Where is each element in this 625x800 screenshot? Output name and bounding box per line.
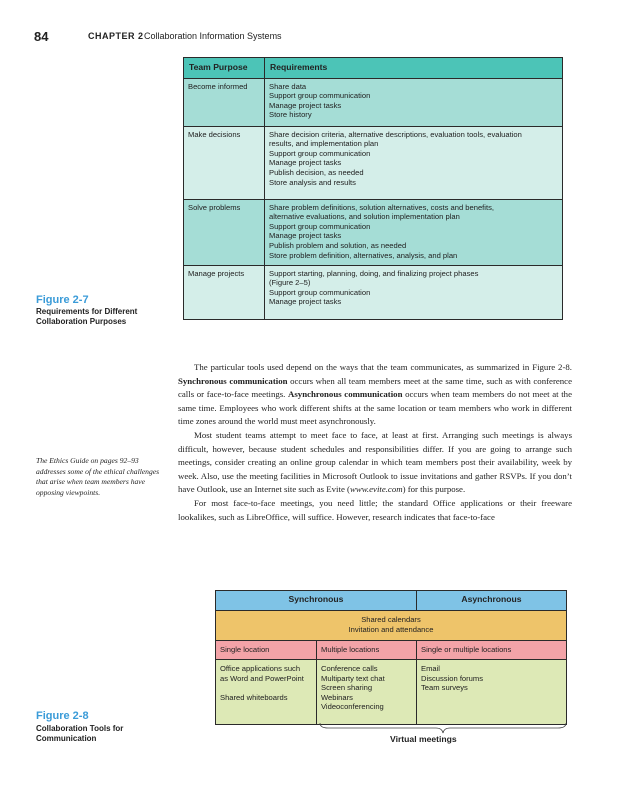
- text-run: occurs when all team members meet at the same time, such as with conference calls or face-to-face meetings.: [178, 375, 572, 400]
- shared-tools-band: [216, 611, 566, 641]
- figure-2-7-number: Figure 2-7: [36, 294, 89, 306]
- virtual-meetings-label: Virtual meetings: [390, 734, 457, 744]
- multiple-locations-label: Multiple locations: [317, 641, 417, 660]
- purpose-cell: Solve problems: [184, 199, 265, 265]
- tool-item: Shared whiteboards: [220, 692, 288, 702]
- tool-item: Team surveys: [421, 683, 468, 693]
- single-or-multiple-label: Single or multiple locations: [417, 641, 566, 660]
- figure-2-7-caption: Requirements for Different Collaboration Purposes: [36, 307, 138, 326]
- purpose-cell: Become informed: [184, 78, 265, 126]
- table-row: [184, 78, 563, 126]
- requirement-line: Share problem definitions, solution alternatives, costs and benefits,: [269, 202, 494, 212]
- requirement-line: Support group communication: [269, 91, 371, 101]
- multiple-locations-tools: [317, 660, 417, 724]
- column-header-requirements: Requirements: [265, 58, 563, 79]
- key-term: Asynchronous communication: [288, 389, 403, 400]
- column-header-team-purpose: Team Purpose: [184, 58, 265, 79]
- tool-item: Videoconferencing: [321, 702, 384, 712]
- tool-item: Email: [421, 664, 440, 673]
- tool-spacer: [220, 683, 312, 693]
- requirement-line: Support starting, planning, doing, and finalizing project phases: [269, 268, 479, 278]
- requirement-line: Publish decision, as needed: [269, 167, 364, 177]
- requirement-line: Share decision criteria, alternative descriptions, evaluation tools, evaluation: [269, 129, 522, 139]
- tool-item: Webinars: [321, 692, 353, 702]
- requirement-line: Manage project tasks: [269, 297, 342, 307]
- url-link[interactable]: www.evite.com: [349, 484, 403, 495]
- synchronous-header: Synchronous: [216, 591, 417, 611]
- tool-item: Screen sharing: [321, 683, 373, 693]
- tool-item: Discussion forums: [421, 673, 484, 683]
- requirement-line: Manage project tasks: [269, 100, 342, 110]
- figure-2-8-number: Figure 2-8: [36, 710, 89, 722]
- single-location-tools: [216, 660, 317, 724]
- text-run: The particular tools used depend on the ways that the team communicates, as summarized in Figure 2-8.: [194, 362, 572, 372]
- tool-item: as Word and PowerPoint: [220, 673, 304, 683]
- purpose-cell: Manage projects: [184, 265, 265, 319]
- paragraph: [178, 361, 572, 429]
- requirement-line: results, and implementation plan: [269, 139, 379, 149]
- requirement-line: Support group communication: [269, 221, 371, 231]
- body-text: [178, 361, 572, 524]
- tool-item: Conference calls: [321, 664, 378, 673]
- requirements-cell: [265, 199, 563, 265]
- table-row: [184, 199, 563, 265]
- paragraph: For most face-to-face meetings, you need little; the standard Office applications or their freeware lookalikes, such as LibreOffice, will suffice. However, research indicates that face-to-face: [178, 497, 572, 522]
- table-row: [184, 126, 563, 199]
- text-run: occurs when team members do not meet at the same time. Employees who work different shifts at the same location or team members who work in different time zones around the world must meet asynchronously.: [178, 389, 572, 427]
- invitation-attendance: Invitation and attendance: [348, 624, 434, 634]
- chapter-label: CHAPTER 2: [88, 31, 144, 41]
- requirements-cell: [265, 126, 563, 199]
- key-term: Synchronous communication: [178, 375, 288, 386]
- requirement-line: alternative evaluations, and solution implementation plan: [269, 212, 460, 222]
- figure-2-7-table: [183, 57, 563, 320]
- requirements-cell: [265, 265, 563, 319]
- purpose-cell: Make decisions: [184, 126, 265, 199]
- requirement-line: Publish problem and solution, as needed: [269, 240, 407, 250]
- figure-2-8-caption: Collaboration Tools for Communication: [36, 724, 124, 743]
- text-run: Most student teams attempt to meet face to face, at least at first. Arranging such meetings is always difficult, however, because student schedules and responsibilities differ. If you are going to arrange such meetings, consider creating an online group calendar in which team members post their availability, week by week. Also, use the meeting facilities in Microsoft Outlook to issue invitations and gather RSVPs. If you don’t have Outlook, use an Internet site such as Evite (: [178, 429, 572, 495]
- requirement-line: Support group communication: [269, 287, 371, 297]
- requirement-line: Support group communication: [269, 148, 371, 158]
- page-number: 84: [34, 29, 49, 44]
- requirement-line: Manage project tasks: [269, 231, 342, 241]
- requirement-line: Share data: [269, 81, 307, 91]
- paragraph: [178, 429, 572, 497]
- shared-calendars: Shared calendars: [361, 615, 421, 624]
- asynchronous-header: Asynchronous: [417, 591, 566, 611]
- requirement-line: (Figure 2–5): [269, 278, 311, 288]
- tool-item: Office applications such: [220, 664, 301, 673]
- single-location-label: Single location: [216, 641, 317, 660]
- figure-2-8-diagram: [215, 590, 567, 725]
- virtual-meetings-brace: [318, 722, 568, 734]
- asynchronous-tools: [417, 660, 566, 724]
- text-run: ) for this purpose.: [402, 484, 466, 495]
- chapter-title: Collaboration Information Systems: [144, 31, 282, 41]
- margin-note: The Ethics Guide on pages 92–93 addresses some of the ethical challenges that arise when team members have opposing viewpoints.: [36, 456, 160, 497]
- requirements-cell: [265, 78, 563, 126]
- requirement-line: Store problem definition, alternatives, analysis, and plan: [269, 250, 458, 260]
- tool-item: Multiparty text chat: [321, 673, 385, 683]
- requirement-line: Store history: [269, 110, 312, 120]
- requirement-line: Store analysis and results: [269, 177, 356, 187]
- requirement-line: Manage project tasks: [269, 158, 342, 168]
- table-row: [184, 265, 563, 319]
